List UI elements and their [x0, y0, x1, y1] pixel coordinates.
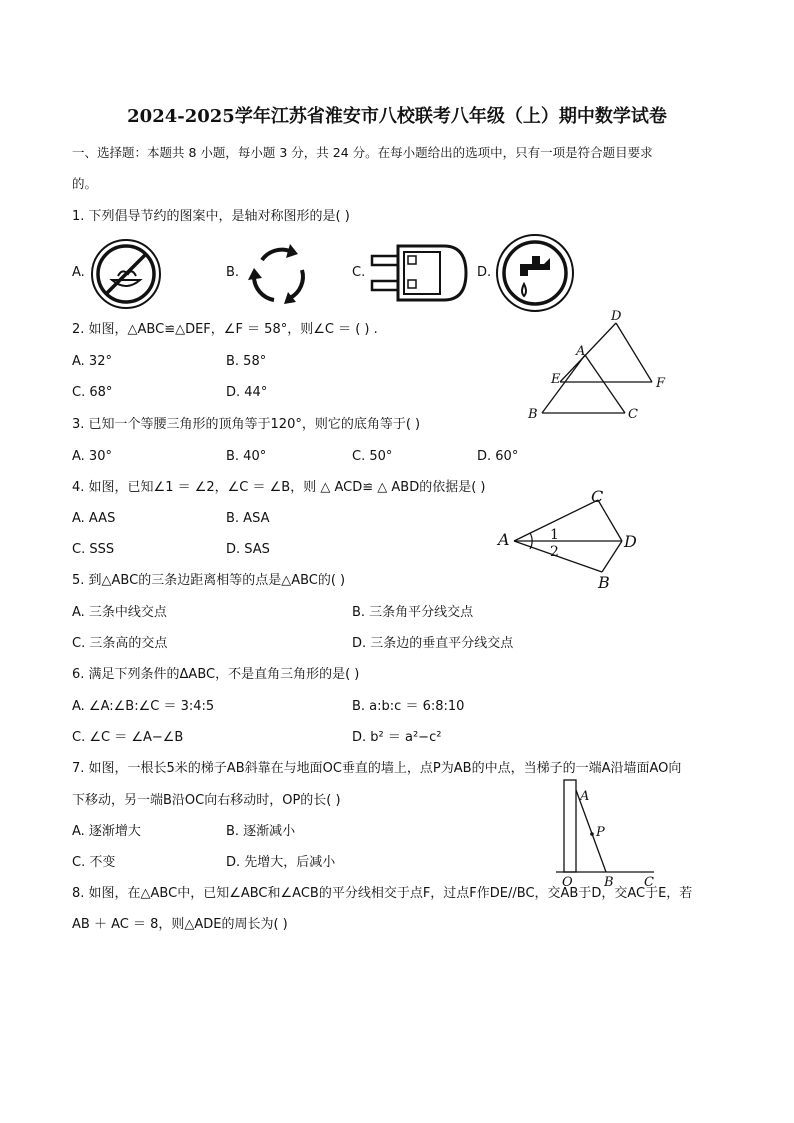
q2-option-b: B. 58°: [226, 354, 267, 369]
q2-label-e: E: [551, 372, 561, 387]
question-4-stem: 4. 如图，已知∠1 ＝ ∠2，∠C ＝ ∠B，则 △ ACD≌ △ ABD的依据是( ): [72, 480, 486, 495]
q1-option-c: C.: [352, 265, 366, 280]
q2-option-a: A. 32°: [72, 354, 112, 369]
q4-option-b: B. ASA: [226, 511, 270, 526]
q2-label-a: A: [576, 344, 586, 359]
q7-label-c: C: [644, 875, 654, 890]
q7-option-d: D. 先增大，后减小: [226, 855, 336, 870]
water-tap-drop-icon: [494, 232, 576, 314]
question-8-stem-cont: AB ＋ AC ＝ 8，则△ADE的周长为( ): [72, 917, 288, 932]
question-3-stem: 3. 已知一个等腰三角形的顶角等于120°，则它的底角等于( ): [72, 417, 421, 432]
q2-label-c: C: [628, 407, 638, 422]
question-2-stem: 2. 如图，△ABC≌△DEF，∠F ＝ 58°，则∠C ＝ ( ) .: [72, 322, 378, 337]
q7-label-o: O: [562, 875, 573, 890]
q4-option-d: D. SAS: [226, 542, 270, 557]
q4-label-2: 2: [550, 544, 559, 560]
q4-label-d: D: [624, 532, 637, 551]
q4-option-a: A. AAS: [72, 511, 116, 526]
q4-kite-figure: [494, 486, 644, 590]
q4-label-c: C: [591, 487, 604, 506]
q7-option-b: B. 逐渐减小: [226, 824, 296, 839]
q7-ladder-figure: [556, 776, 660, 888]
q1-option-b: B.: [226, 265, 240, 280]
q2-triangle-figure: [520, 308, 680, 426]
q6-option-d: D. b² ＝ a²−c²: [352, 730, 442, 745]
q3-option-b: B. 40°: [226, 449, 267, 464]
q7-option-c: C. 不变: [72, 855, 116, 870]
question-5-stem: 5. 到△ABC的三条边距离相等的点是△ABC的( ): [72, 573, 346, 588]
q7-label-p: P: [596, 825, 605, 840]
q6-option-b: B. a:b:c ＝ 6:8:10: [352, 699, 465, 714]
no-food-waste-icon: [88, 236, 164, 312]
q5-option-b: B. 三条角平分线交点: [352, 605, 474, 620]
q4-label-b: B: [598, 573, 610, 592]
q5-option-d: D. 三条边的垂直平分线交点: [352, 636, 514, 651]
q4-option-c: C. SSS: [72, 542, 115, 557]
q7-option-a: A. 逐渐增大: [72, 824, 141, 839]
recycle-arrows-icon: [240, 236, 316, 312]
q5-option-a: A. 三条中线交点: [72, 605, 167, 620]
question-8-stem: 8. 如图，在△ABC中，已知∠ABC和∠ACB的平分线相交于点F，过点F作DE//BC，交AB于D，交AC于E，若: [72, 886, 693, 901]
q2-label-b: B: [528, 407, 538, 422]
q2-option-c: C. 68°: [72, 385, 113, 400]
q3-option-c: C. 50°: [352, 449, 393, 464]
q2-label-f: F: [656, 376, 666, 391]
q6-option-a: A. ∠A:∠B:∠C ＝ 3:4:5: [72, 699, 215, 714]
q4-label-a: A: [498, 530, 510, 549]
section-heading: 一、选择题：本题共 8 小题，每小题 3 分，共 24 分。在每小题给出的选项中，只有一项是符合题目要求: [72, 145, 653, 160]
power-plug-icon: [368, 242, 472, 304]
q1-option-d: D.: [477, 265, 492, 280]
q7-label-b: B: [604, 875, 614, 890]
question-1-stem: 1. 下列倡导节约的图案中，是轴对称图形的是( ): [72, 209, 350, 224]
q4-label-1: 1: [550, 527, 559, 543]
section-heading-cont: 的。: [72, 176, 98, 191]
page-title: 2024-2025学年江苏省淮安市八校联考八年级（上）期中数学试卷: [127, 106, 667, 127]
question-7-stem-cont: 下移动，另一端B沿OC向右移动时，OP的长( ): [72, 793, 341, 808]
question-7-stem: 7. 如图，一根长5米的梯子AB斜靠在与地面OC垂直的墙上，点P为AB的中点，当梯子的一端A沿墙面AO向: [72, 761, 682, 776]
q1-option-a: A.: [72, 265, 85, 280]
q2-option-d: D. 44°: [226, 385, 268, 400]
q5-option-c: C. 三条高的交点: [72, 636, 168, 651]
question-6-stem: 6. 满足下列条件的ΔABC，不是直角三角形的是( ): [72, 667, 360, 682]
q7-label-a: A: [580, 789, 590, 804]
q6-option-c: C. ∠C ＝ ∠A−∠B: [72, 730, 184, 745]
q3-option-d: D. 60°: [477, 449, 519, 464]
q3-option-a: A. 30°: [72, 449, 112, 464]
q2-label-d: D: [611, 309, 622, 324]
